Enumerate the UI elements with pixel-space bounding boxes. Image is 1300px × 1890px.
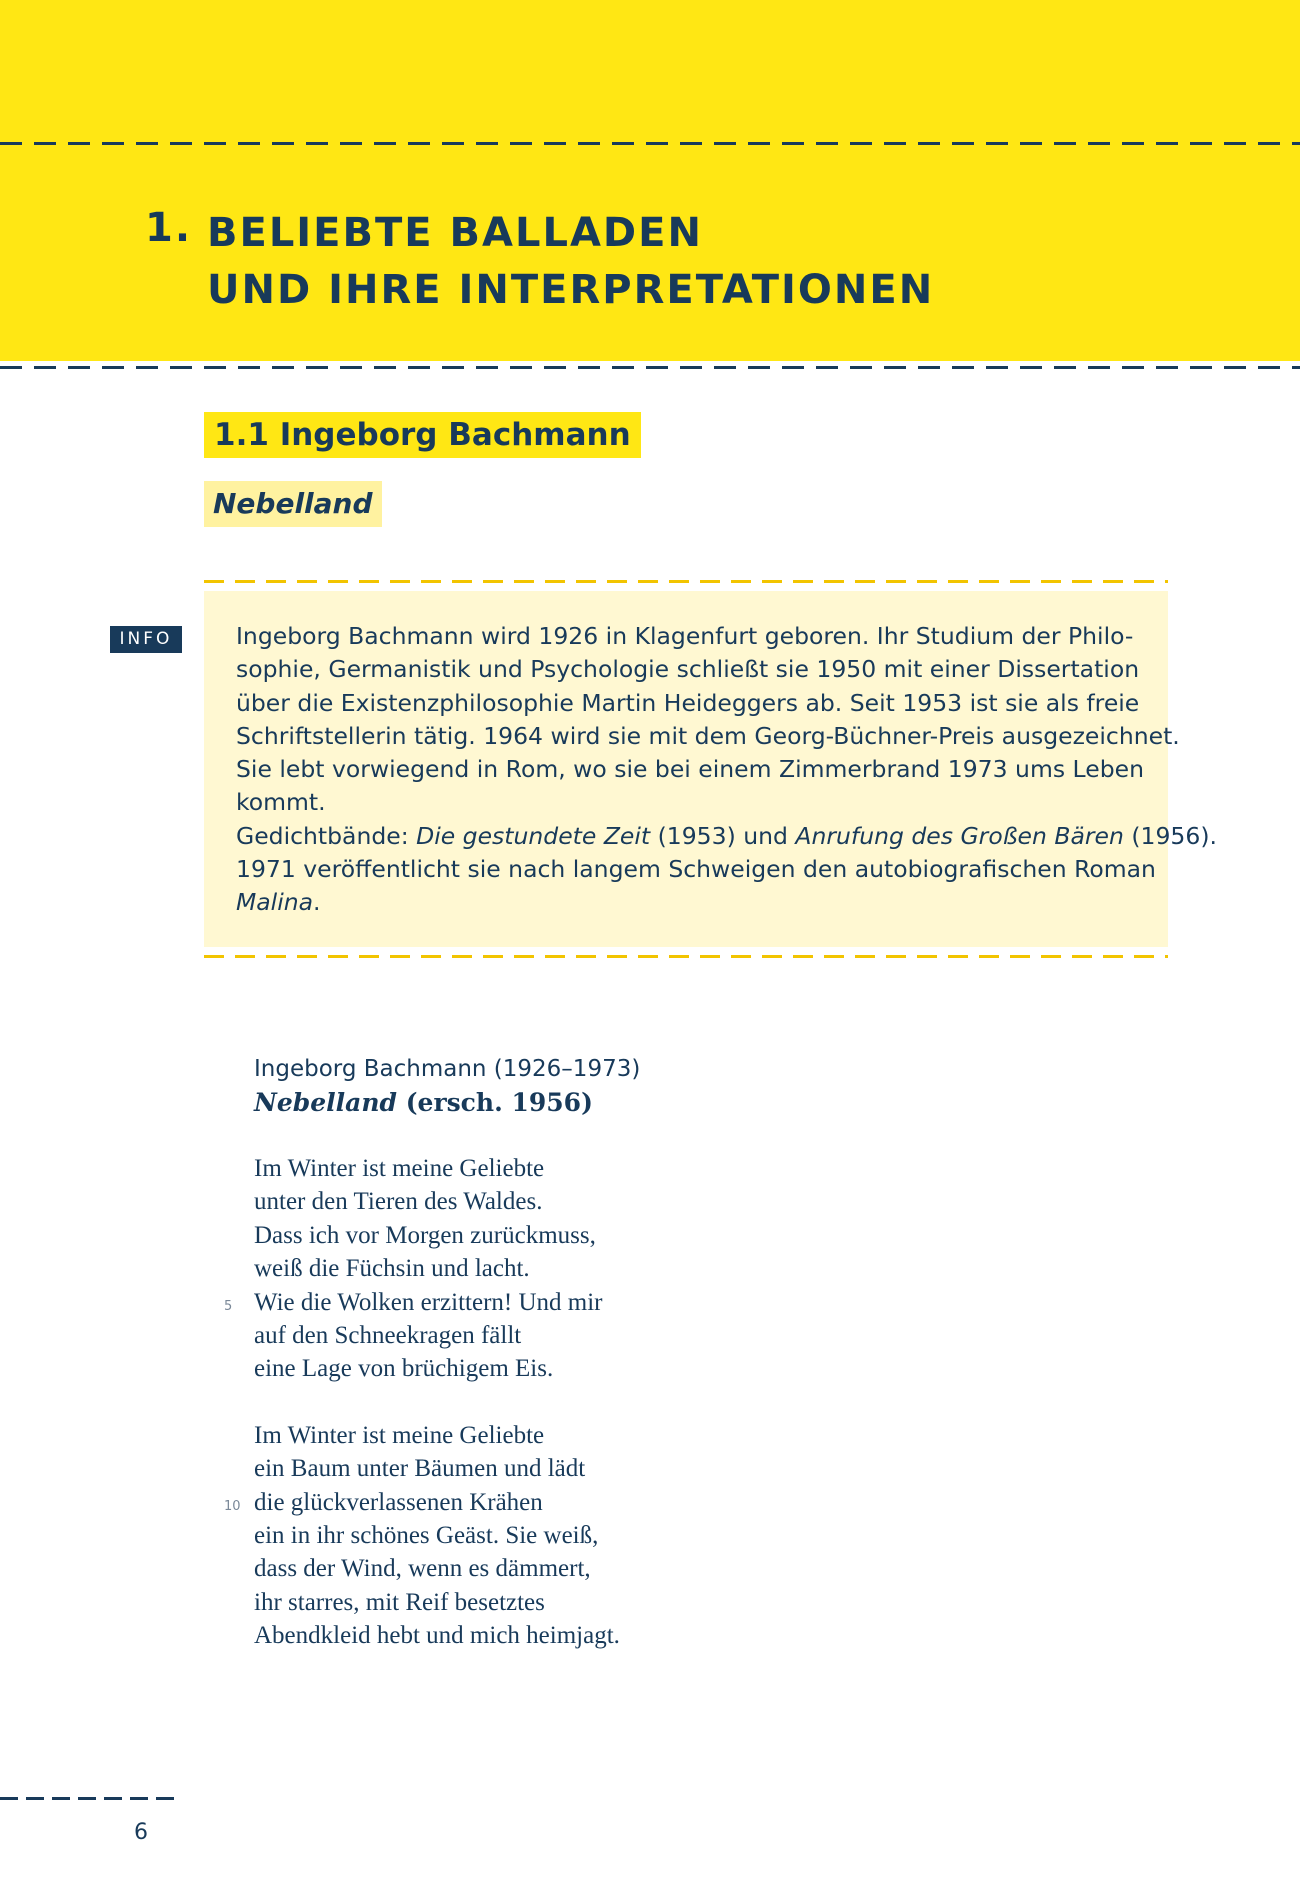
poem-verse: Abendkleid hebt und mich heimjagt. xyxy=(254,1622,620,1650)
header-bottom-dashed-rule xyxy=(0,366,1300,369)
info-line: Sie lebt vorwiegend in Rom, wo sie bei einem Zimmerbrand 1973 ums Leben xyxy=(236,755,1144,784)
line-number: 10 xyxy=(224,1498,241,1514)
novel-end: . xyxy=(313,888,321,917)
poem-verse: Im Winter ist meine Geliebte xyxy=(254,1155,545,1182)
book-year-1: (1953) und xyxy=(650,821,796,850)
poem-subheading: Nebelland xyxy=(204,481,382,527)
poem-verse: ihr starres, mit Reif besetztes xyxy=(254,1588,545,1616)
poem xyxy=(224,1053,641,1653)
book-title-1: Die gestundete Zeit xyxy=(416,821,651,850)
book-year-2: (1956). xyxy=(1123,821,1217,850)
poem-author: Ingeborg Bachmann (1926–1973) xyxy=(254,1056,641,1082)
info-line: Ingeborg Bachmann wird 1926 in Klagenfurt geboren. Ihr Studium der Philo- xyxy=(236,622,1134,650)
poem-verse: auf den Schneekragen fällt xyxy=(254,1322,522,1350)
books-prefix: Gedichtbände: xyxy=(236,821,417,850)
info-line: sophie, Germanistik und Psychologie schließt sie 1950 mit einer Dissertation xyxy=(236,655,1140,684)
chapter-title xyxy=(207,205,934,319)
poem-verse: Im Winter ist meine Geliebte xyxy=(254,1421,545,1449)
chapter-number: 1. xyxy=(145,205,193,251)
poem-stanza-2 xyxy=(224,1419,640,1653)
poem-title-line xyxy=(254,1086,640,1119)
poem-verse: Dass ich vor Morgen zurückmuss, xyxy=(254,1221,596,1249)
page-number: 6 xyxy=(134,1820,148,1845)
chapter-title-line-1: BELIEBTE BALLADEN xyxy=(207,210,703,256)
poem-verse-text: die glückverlassenen Krähen xyxy=(254,1488,543,1516)
chapter-title-line-2: UND IHRE INTERPRETATIONEN xyxy=(207,267,935,313)
info-novel-line xyxy=(236,886,1156,919)
header-top-dashed-rule xyxy=(0,142,1300,145)
poem-verse: ein in ihr schönes Geäst. Sie weiß, xyxy=(254,1522,599,1550)
info-line: Schriftstellerin tätig. 1964 wird sie mit dem Georg-Büchner-Preis ausgezeichnet. xyxy=(236,721,1180,750)
info-line: über die Existenzphilosophie Martin Heideggers ab. Seit 1953 ist sie als freie xyxy=(236,688,1140,717)
poem-stanza-1 xyxy=(224,1152,640,1386)
info-line: kommt. xyxy=(236,788,326,817)
book-title-2: Anrufung des Großen Bären xyxy=(795,821,1124,850)
line-number: 5 xyxy=(224,1298,233,1314)
info-text xyxy=(236,620,1217,920)
poem-publication: (ersch. 1956) xyxy=(397,1088,593,1117)
poem-verse-10 xyxy=(224,1486,640,1519)
poem-verse: unter den Tieren des Waldes. xyxy=(254,1188,543,1216)
poem-verse: eine Lage von brüchigem Eis. xyxy=(254,1355,554,1383)
info-box-top-dashed-rule xyxy=(204,580,1168,583)
novel-title: Malina xyxy=(236,888,314,917)
poem-verse: ein Baum unter Bäumen und lädt xyxy=(254,1455,586,1483)
poem-verse: dass der Wind, wenn es dämmert, xyxy=(254,1555,591,1583)
info-box-bottom-dashed-rule xyxy=(204,955,1168,958)
poem-verse-text: Wie die Wolken erzittern! Und mir xyxy=(254,1288,603,1316)
section-heading: 1.1 Ingeborg Bachmann xyxy=(204,412,641,458)
info-badge: INFO xyxy=(110,626,182,653)
poem-title: Nebelland xyxy=(254,1088,397,1117)
info-line: 1971 veröffentlicht sie nach langem Schweigen den autobiografischen Roman xyxy=(236,855,1156,884)
poem-verse: weiß die Füchsin und lacht. xyxy=(254,1255,530,1283)
poem-verse-5 xyxy=(224,1286,640,1319)
footer-dashed-rule xyxy=(0,1797,182,1800)
info-books-line xyxy=(236,820,1217,853)
